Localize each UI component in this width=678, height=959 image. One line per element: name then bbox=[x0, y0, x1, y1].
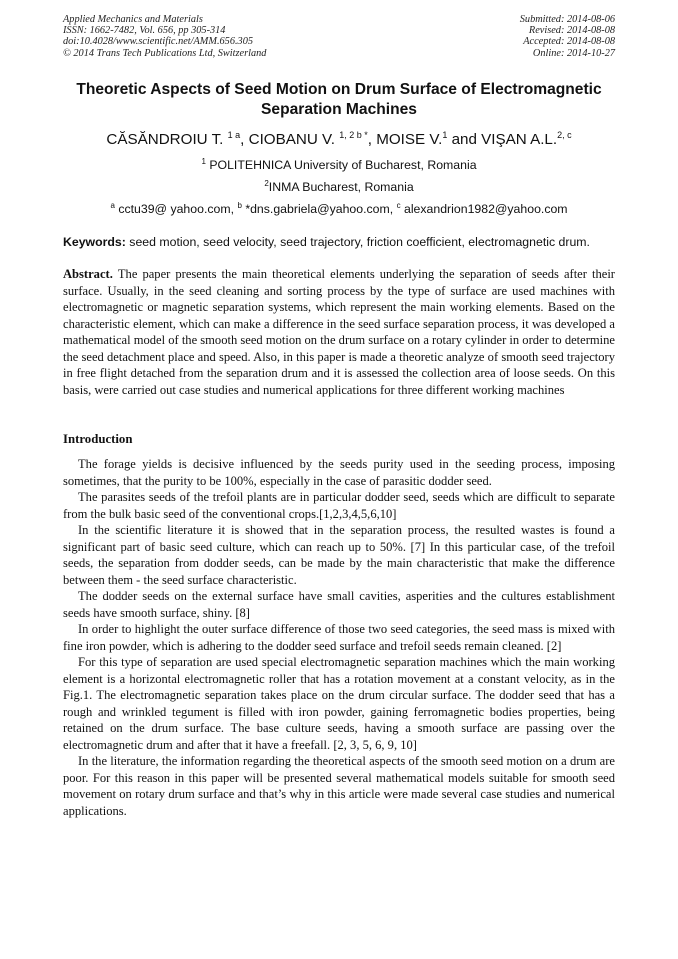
keywords-text: seed motion, seed velocity, seed trajectory, friction coefficient, electromagnetic drum. bbox=[129, 235, 590, 249]
affiliation-text: POLITEHNICA University of Bucharest, Romania bbox=[209, 158, 477, 172]
journal-issn: ISSN: 1662-7482, Vol. 656, pp 305-314 bbox=[63, 25, 226, 37]
abstract-label: Abstract. bbox=[63, 267, 113, 281]
author-affiliation-mark: 2, c bbox=[557, 130, 572, 140]
keywords-label: Keywords: bbox=[63, 235, 126, 249]
paragraph: For this type of separation are used special electromagnetic separation machines which the main working element is a horizontal electromagnetic roller that has a rotation movement at a constant velocity, as in the Fig.1. The electromagnetic separation takes place on the drum circular surface. The dodder seed that has a rough and wrinkled tegument is filled with iron powder, gaining ferromagnetic bodies properties, being retained on the drum surface. The base culture seeds, having a smooth surface are passing over the electromagnetic drum and after that it have a freefall. [2, 3, 5, 6, 9, 10] bbox=[63, 655, 615, 752]
author-emails bbox=[20, 201, 658, 216]
introduction-body bbox=[63, 456, 615, 819]
journal-name: Applied Mechanics and Materials bbox=[63, 14, 203, 25]
date-revised: Revised: 2014-08-08 bbox=[528, 25, 615, 37]
affiliation-1 bbox=[20, 157, 658, 172]
abstract-text: The paper presents the main theoretical elements underlying the separation of seeds after their surface. Usually, in the seed cleaning and sorting process by the type of surface are used machines with electromagnetic or magnetic separation systems, which represent the main working elements. Based on the characteristic element, which can make a difference in the seed surface separation process, it was developed a mathematical model of the smooth seed motion on the drum surface on a rotary cylinder in order to determine the seed detachment place and speed. Also, in this paper is made a theoretic analyze of smooth seed trajectory in free flight detached from the separation drum and it is assessed the collection area of loose seeds. On this basis, were carried out case studies and numerical applications for three different working machines bbox=[63, 267, 615, 397]
paragraph: In the literature, the information regarding the theoretical aspects of the smooth seed motion on a drum are poor. For this reason in this paper will be presented several mathematical models suitable for smooth seed movement on rotary drum surface and that’s why in this article were made several case studies and numerical applications. bbox=[63, 754, 615, 818]
author-name: CĂSĂNDROIU T. bbox=[106, 131, 224, 148]
publication-dates bbox=[520, 14, 615, 59]
journal-copyright: © 2014 Trans Tech Publications Ltd, Switzerland bbox=[63, 47, 267, 59]
email-link[interactable]: alexandrion1982@yahoo.com bbox=[403, 202, 568, 216]
abstract bbox=[63, 266, 615, 398]
paper-title: Theoretic Aspects of Seed Motion on Drum Surface of Electromagnetic Separation Machines bbox=[76, 81, 602, 118]
author-name: MOISE V. bbox=[376, 131, 443, 148]
paragraph: The parasites seeds of the trefoil plants are in particular dodder seed, seeds which are difficult to separate from the bulk basic seed of the conventional crops.[1,2,3,4,5,6,10] bbox=[63, 490, 615, 521]
author-affiliation-mark: 1, 2 b * bbox=[339, 130, 368, 140]
author-separator: , bbox=[367, 131, 377, 148]
date-online: Online: 2014-10-27 bbox=[532, 47, 615, 59]
date-submitted: Submitted: 2014-08-06 bbox=[519, 14, 615, 25]
paragraph: The forage yields is decisive influenced by the seeds purity used in the seeding process, imposing sometimes, that the purity to be 100%, especially in the case of parasitic dodder seed. bbox=[63, 457, 615, 488]
author-separator: , bbox=[240, 131, 249, 148]
author-name: CIOBANU V. bbox=[248, 131, 335, 148]
keywords bbox=[63, 235, 615, 249]
section-heading-introduction: Introduction bbox=[63, 432, 133, 446]
author-affiliation-mark: 1 a bbox=[227, 130, 241, 140]
email-mark: b bbox=[237, 201, 242, 210]
paragraph: In order to highlight the outer surface difference of those two seed categories, the seed mass is mixed with fine iron powder, which is adhering to the dodder seed surface and trefoil seeds remain cleaned. [2] bbox=[63, 622, 615, 653]
paragraph: In the scientific literature it is showed that in the separation process, the resulted wastes is found a significant part of basic seed culture, which can reach up to 50%. [7] In this particular case, of the trefoil seeds, the separation from dodder seeds, can be made by the main characteristic that make the difference between them - the seed surface characteristic. bbox=[63, 523, 615, 587]
affiliation-2 bbox=[20, 179, 658, 194]
author-list bbox=[20, 130, 658, 148]
paragraph: The dodder seeds on the external surface have small cavities, asperities and the cultures establishment seeds have smooth surface, shiny. [8] bbox=[63, 589, 615, 620]
email-mark: a bbox=[110, 201, 115, 210]
author-separator: and bbox=[447, 131, 482, 148]
email-mark: c bbox=[396, 201, 401, 210]
journal-doi: doi:10.4028/www.scientific.net/AMM.656.305 bbox=[63, 36, 253, 48]
affiliation-mark: 1 bbox=[201, 157, 206, 166]
email-link[interactable]: cctu39@ yahoo.com, bbox=[118, 202, 238, 216]
date-accepted: Accepted: 2014-08-08 bbox=[523, 36, 615, 48]
email-link[interactable]: *dns.gabriela@yahoo.com, bbox=[245, 202, 397, 216]
affiliation-text: INMA Bucharest, Romania bbox=[268, 180, 414, 194]
author-affiliation-mark: 1 bbox=[442, 130, 448, 140]
author-name: VIŞAN A.L. bbox=[481, 131, 558, 148]
journal-info bbox=[63, 14, 266, 59]
affiliation-mark: 2 bbox=[264, 179, 269, 188]
